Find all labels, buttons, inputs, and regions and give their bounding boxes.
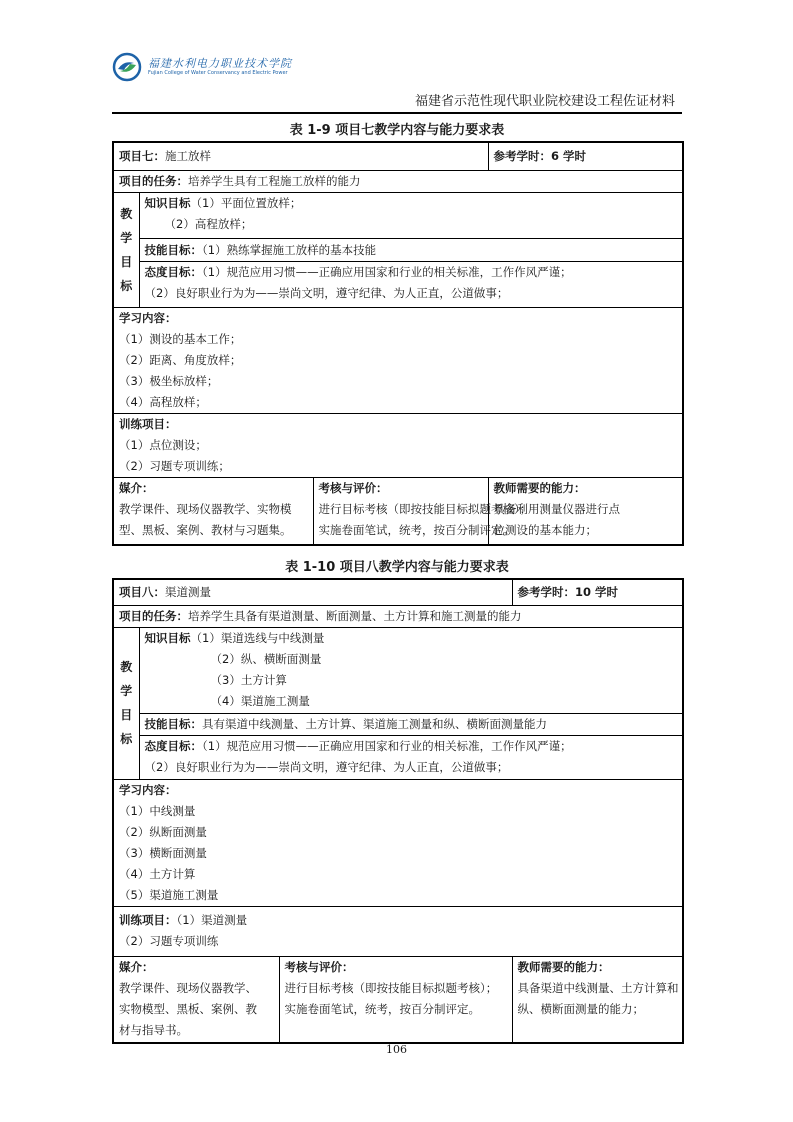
table2-teacher-line-1: 具备渠道中线测量、土方计算和: [517, 980, 679, 995]
table2-media-label: 媒介：: [119, 959, 154, 974]
document-header-title: 福建省示范性现代职业院校建设工程佐证材料: [414, 94, 675, 109]
table2-skill-text: 具有渠道中线测量、土方计算、渠道施工测量和纵、横断面测量能力: [202, 717, 547, 731]
table1-teacher-line-1: 具备利用测量仪器进行点: [493, 501, 620, 516]
table1-attitude-cell: [139, 261, 683, 307]
table2-project8: [112, 578, 684, 1044]
header-divider: [112, 112, 682, 114]
logo-english-name: Fujian College of Water Conservancy and Electric Power: [148, 70, 288, 76]
table1-skill-cell: [139, 238, 683, 261]
table1-media-cell: [113, 477, 313, 545]
table2-content-cell: [113, 779, 683, 906]
table1-knowledge-line-2: （2）高程放样；: [164, 216, 253, 231]
table1-skill-text: （1）熟练掌握施工放样的基本技能: [202, 242, 377, 257]
table2-attitude-line-2: （2）良好职业行为为——崇尚文明，遵守纪律、为人正直，公道做事；: [144, 759, 509, 774]
list-item: （1）测设的基本工作；: [119, 331, 242, 346]
page-number: 106: [386, 1043, 407, 1056]
table2-content-label: 学习内容：: [119, 782, 177, 797]
list-item: （3）极坐标放样；: [119, 373, 219, 388]
table1-project7: [112, 141, 684, 546]
table2-knowledge-cell: [139, 627, 683, 713]
table1-project-cell: [113, 142, 488, 170]
table2-media-line-1: 教学课件、现场仪器教学、: [119, 980, 257, 995]
table1-teacher-line-2: 位测设的基本能力；: [493, 522, 597, 537]
table1-hours: 参考学时：6 学时: [488, 142, 683, 170]
list-item: （2）纵断面测量: [119, 824, 207, 839]
table2-media-line-3: 材与指导书。: [119, 1022, 188, 1037]
table2-knowledge-label: 知识目标: [144, 630, 191, 645]
list-item: （5）渠道施工测量: [119, 887, 219, 902]
list-item: （2）习题专项训练: [119, 933, 219, 948]
table1-task-text: 培养学生具有工程施工放样的能力: [188, 173, 361, 188]
table1-attitude-label: 态度目标：: [144, 264, 202, 279]
table1-eval-line-1: 进行目标考核（即按技能目标拟题考核）；: [318, 501, 532, 516]
table2-attitude-label: 态度目标：: [144, 738, 202, 753]
table2-media-cell: [113, 956, 279, 1043]
table1-media-line-1: 教学课件、现场仪器教学、实物模: [119, 501, 292, 516]
table1-attitude-line-2: （2）良好职业行为为——崇尚文明，遵守纪律、为人正直，公道做事；: [144, 285, 509, 300]
table2-attitude-cell: [139, 735, 683, 779]
table1-knowledge-label: 知识目标: [144, 195, 191, 210]
table2-task-cell: [113, 605, 683, 627]
table2-training-label: 训练项目：: [119, 912, 177, 927]
list-item: （2）距离、角度放样；: [119, 352, 242, 367]
table2-media-line-2: 实物模型、黑板、案例、教: [119, 1001, 257, 1016]
table2-skill-cell: [139, 713, 683, 735]
list-item: （4）土方计算: [119, 866, 196, 881]
list-item: （1）中线测量: [119, 803, 196, 818]
table2-project-name: 渠道测量: [165, 585, 211, 600]
table2-knowledge-line-1: （1）渠道选线与中线测量: [190, 630, 325, 645]
list-item: （1）渠道测量: [176, 912, 248, 927]
table2-teacher-cell: [512, 956, 683, 1043]
table2-project-cell: [113, 579, 512, 605]
table1-content-cell: [113, 307, 683, 413]
table1-knowledge-line-1: （1）平面位置放样；: [190, 195, 302, 210]
table1-task-cell: [113, 170, 683, 192]
logo-chinese-name: 福建水利电力职业技术学院: [148, 57, 292, 70]
table2-knowledge-line-2: （2）纵、横断面测量: [210, 651, 322, 666]
table1-attitude-line-1: （1）规范应用习惯——正确应用国家和行业的相关标准，工作作风严谨；: [202, 264, 572, 279]
table1-knowledge-cell: [139, 192, 683, 238]
list-item: （1）点位测设；: [119, 437, 207, 452]
table2-eval-line-1: 进行目标考核（即按技能目标拟题考核）；: [284, 980, 498, 995]
list-item: （3）横断面测量: [119, 845, 207, 860]
table1-eval-cell: [313, 477, 532, 545]
table2-teacher-label: 教师需要的能力：: [517, 959, 610, 974]
table1-training-label: 训练项目：: [119, 416, 177, 431]
table1-eval-label: 考核与评价：: [318, 480, 388, 495]
table1-project-name: 施工放样: [165, 149, 211, 164]
table2-knowledge-line-3: （3）土方计算: [210, 672, 287, 687]
table1-media-line-2: 型、黑板、案例、教材与习题集。: [119, 522, 292, 537]
table1-media-label: 媒介：: [119, 480, 154, 495]
table2-task-label: 项目的任务：: [119, 608, 188, 623]
college-emblem-icon: [112, 52, 142, 82]
table2-project-label: 项目八：: [119, 585, 165, 600]
table2-eval-line-2: 实施卷面笔试，统考，按百分制评定。: [284, 1001, 480, 1016]
table2-eval-cell: [279, 956, 512, 1043]
table1-project-label: 项目七：: [119, 149, 165, 164]
table1-teacher-cell: [488, 477, 683, 545]
table1-content-label: 学习内容：: [119, 310, 177, 325]
table1-task-label: 项目的任务：: [119, 173, 188, 188]
table2-task-text: 培养学生具备有渠道测量、断面测量、土方计算和施工测量的能力: [188, 608, 522, 623]
list-item: （2）习题专项训练；: [119, 458, 230, 473]
table2-eval-label: 考核与评价：: [284, 959, 354, 974]
table1-goal-header: 教学目标: [113, 192, 139, 307]
table2-skill-label: 技能目标：: [144, 717, 202, 731]
table1-training-cell: [113, 413, 683, 477]
table1-skill-label: 技能目标：: [144, 242, 202, 257]
table1-eval-line-2: 实施卷面笔试，统考，按百分制评定。: [318, 522, 514, 537]
list-item: （4）高程放样；: [119, 394, 207, 409]
college-logo: [112, 52, 292, 82]
table2-knowledge-line-4: （4）渠道施工测量: [210, 693, 310, 708]
table1-teacher-label: 教师需要的能力：: [493, 480, 586, 495]
table2-teacher-line-2: 纵、横断面测量的能力；: [517, 1001, 644, 1016]
table2-hours: 参考学时：10 学时: [512, 579, 683, 605]
table2-training-cell: [113, 906, 683, 956]
table1-caption: 表 1-9 项目七教学内容与能力要求表: [289, 123, 505, 138]
table2-attitude-line-1: （1）规范应用习惯——正确应用国家和行业的相关标准，工作作风严谨；: [202, 738, 572, 753]
table2-caption: 表 1-10 项目八教学内容与能力要求表: [285, 560, 509, 575]
table2-goal-header: 教学目标: [113, 627, 139, 779]
